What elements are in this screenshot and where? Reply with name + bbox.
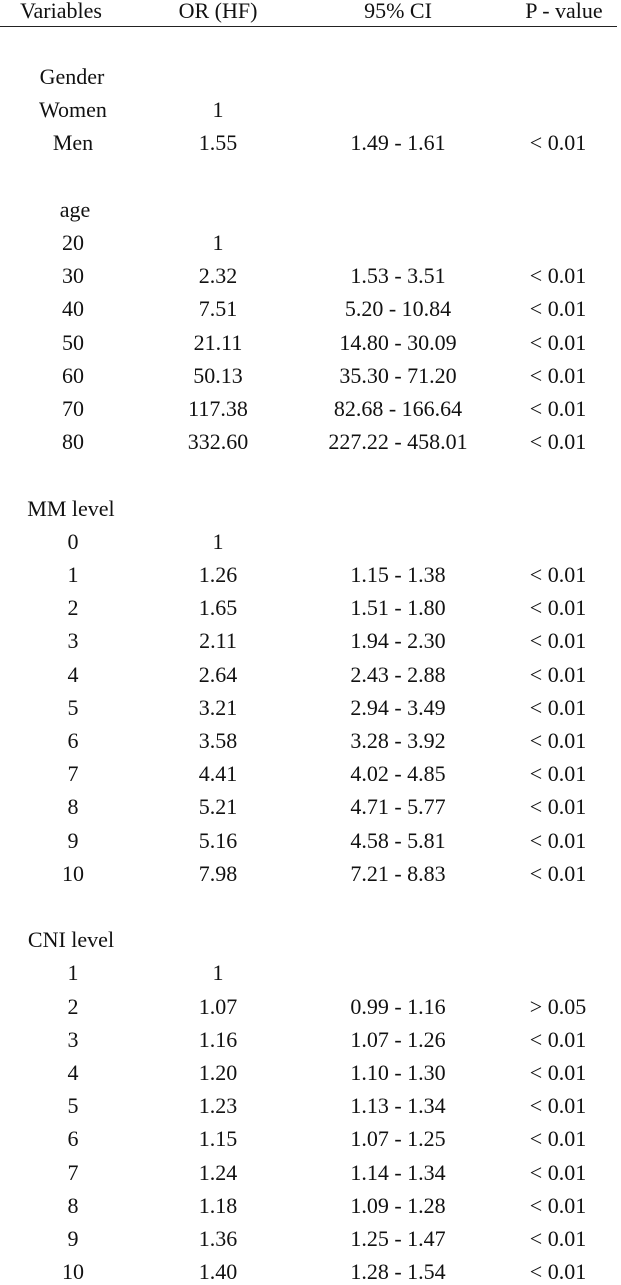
row-odds-ratio: 2.32	[198, 263, 238, 289]
row-p-value: < 0.01	[529, 661, 587, 687]
row-confidence-interval: 4.71 - 5.77	[350, 794, 446, 820]
row-odds-ratio: 4.41	[198, 761, 238, 787]
header-divider	[0, 26, 617, 27]
row-confidence-interval: 1.07 - 1.25	[350, 1126, 446, 1152]
row-odds-ratio: 1.65	[198, 595, 238, 621]
row-confidence-interval: 1.49 - 1.61	[350, 130, 446, 156]
row-confidence-interval: 1.09 - 1.28	[350, 1192, 446, 1218]
row-p-value: < 0.01	[529, 362, 587, 388]
row-confidence-interval	[298, 960, 498, 986]
row-odds-ratio: 1.40	[198, 1259, 238, 1285]
row-confidence-interval: 1.51 - 1.80	[350, 595, 446, 621]
row-odds-ratio: 1.55	[198, 130, 238, 156]
row-confidence-interval: 3.28 - 3.92	[350, 728, 446, 753]
row-confidence-interval: 4.58 - 5.81	[350, 827, 446, 853]
row-p-value: < 0.01	[529, 296, 587, 322]
row-confidence-interval: 1.94 - 2.30	[350, 628, 446, 654]
row-variable: 8	[67, 1192, 79, 1218]
row-p-value: < 0.01	[529, 1226, 587, 1251]
row-variable: 9	[67, 827, 79, 853]
row-variable: 8	[67, 794, 79, 820]
row-confidence-interval	[298, 230, 498, 256]
row-variable: 6	[67, 728, 79, 753]
row-variable: 5	[67, 694, 79, 720]
row-p-value: < 0.01	[529, 1026, 587, 1052]
row-confidence-interval: 1.07 - 1.26	[350, 1026, 446, 1052]
row-p-value: < 0.01	[529, 1192, 587, 1218]
row-confidence-interval: 1.13 - 1.34	[350, 1093, 446, 1119]
row-odds-ratio: 1.24	[198, 1159, 238, 1185]
row-variable: 2	[67, 993, 79, 1019]
group-title: CNI level	[27, 927, 115, 953]
row-confidence-interval: 1.25 - 1.47	[350, 1226, 446, 1251]
row-confidence-interval: 82.68 - 166.64	[333, 396, 463, 421]
row-p-value: < 0.01	[529, 429, 587, 455]
row-odds-ratio: 1	[212, 230, 224, 255]
row-confidence-interval: 1.53 - 3.51	[350, 263, 446, 289]
row-variable: 30	[62, 263, 84, 289]
row-variable: 2	[67, 595, 79, 621]
row-odds-ratio: 1	[212, 528, 224, 554]
row-variable: Women	[39, 97, 107, 123]
row-confidence-interval: 2.43 - 2.88	[350, 661, 446, 687]
row-confidence-interval: 2.94 - 3.49	[350, 694, 446, 720]
row-odds-ratio: 2.11	[199, 628, 237, 654]
row-confidence-interval: 0.99 - 1.16	[350, 993, 446, 1019]
row-confidence-interval: 4.02 - 4.85	[350, 761, 446, 787]
row-variable: 9	[67, 1226, 79, 1251]
row-odds-ratio: 1	[212, 97, 224, 123]
row-variable: 7	[67, 761, 79, 787]
row-p-value: < 0.01	[529, 628, 587, 654]
header-p-value: P - value	[525, 0, 603, 23]
row-p-value: < 0.01	[529, 329, 587, 355]
group-title: MM level	[27, 495, 115, 521]
row-p-value: < 0.01	[529, 761, 587, 787]
row-p-value: < 0.01	[529, 827, 587, 853]
row-p-value: < 0.01	[529, 130, 587, 156]
row-odds-ratio: 3.21	[198, 694, 238, 720]
row-p-value	[508, 960, 608, 986]
row-confidence-interval: 227.22 - 458.01	[328, 429, 468, 455]
row-variable: 7	[67, 1159, 79, 1185]
row-p-value	[508, 529, 608, 555]
row-p-value: < 0.01	[529, 860, 587, 886]
row-variable: 3	[67, 1026, 79, 1052]
row-variable: 20	[62, 230, 84, 255]
row-odds-ratio: 117.38	[188, 396, 248, 421]
group-title: age	[59, 196, 91, 222]
row-variable: 40	[62, 296, 84, 322]
row-confidence-interval: 5.20 - 10.84	[344, 296, 452, 322]
row-confidence-interval: 1.28 - 1.54	[350, 1259, 446, 1285]
row-confidence-interval: 7.21 - 8.83	[350, 860, 446, 886]
row-p-value: < 0.01	[529, 794, 587, 820]
row-p-value	[508, 230, 608, 256]
row-odds-ratio: 332.60	[187, 429, 249, 455]
row-variable: 3	[67, 628, 79, 654]
row-variable: 80	[62, 429, 84, 455]
row-confidence-interval	[298, 529, 498, 555]
row-odds-ratio: 1	[212, 960, 224, 986]
row-variable: 1	[67, 562, 79, 587]
row-variable: 50	[62, 329, 84, 355]
row-p-value: > 0.05	[529, 993, 587, 1019]
row-odds-ratio: 5.21	[198, 794, 238, 820]
row-variable: 10	[62, 1259, 84, 1285]
row-odds-ratio: 7.51	[198, 296, 238, 322]
row-odds-ratio: 50.13	[193, 362, 243, 388]
row-variable: 70	[62, 396, 84, 421]
row-variable: 10	[62, 860, 84, 886]
header-variables: Variables	[20, 0, 102, 23]
row-confidence-interval: 1.14 - 1.34	[350, 1159, 446, 1185]
row-confidence-interval	[298, 97, 498, 123]
row-p-value: < 0.01	[529, 1126, 587, 1152]
row-odds-ratio: 1.07	[198, 993, 238, 1019]
row-variable: Men	[52, 130, 94, 156]
row-p-value: < 0.01	[529, 694, 587, 720]
row-odds-ratio: 1.20	[198, 1060, 238, 1085]
row-p-value: < 0.01	[529, 1060, 587, 1085]
row-confidence-interval: 14.80 - 30.09	[339, 329, 457, 355]
row-odds-ratio: 2.64	[198, 661, 238, 687]
row-variable: 4	[67, 661, 79, 687]
row-odds-ratio: 1.26	[198, 562, 238, 587]
table-header	[0, 0, 621, 25]
row-p-value: < 0.01	[529, 1159, 587, 1185]
row-variable: 6	[67, 1126, 79, 1152]
row-p-value: < 0.01	[529, 595, 587, 621]
header-odds-ratio: OR (HF)	[178, 0, 258, 23]
group-title: Gender	[39, 64, 105, 89]
row-odds-ratio: 1.18	[198, 1192, 238, 1218]
header-confidence-interval: 95% CI	[364, 0, 432, 23]
row-odds-ratio: 1.16	[198, 1026, 238, 1052]
row-p-value: < 0.01	[529, 728, 587, 753]
row-confidence-interval: 1.10 - 1.30	[350, 1060, 446, 1085]
row-variable: 0	[67, 528, 79, 554]
row-variable: 5	[67, 1093, 79, 1119]
row-odds-ratio: 3.58	[198, 728, 238, 753]
row-odds-ratio: 1.36	[198, 1226, 238, 1251]
row-variable: 60	[62, 362, 84, 388]
row-odds-ratio: 1.15	[198, 1126, 238, 1152]
row-odds-ratio: 1.23	[198, 1093, 238, 1119]
row-odds-ratio: 7.98	[198, 860, 238, 886]
row-p-value	[508, 97, 608, 123]
row-p-value: < 0.01	[529, 263, 587, 289]
row-p-value: < 0.01	[529, 396, 587, 421]
row-confidence-interval: 1.15 - 1.38	[350, 562, 446, 587]
row-odds-ratio: 5.16	[198, 827, 238, 853]
row-confidence-interval: 35.30 - 71.20	[339, 362, 457, 388]
row-variable: 4	[67, 1060, 79, 1085]
row-p-value: < 0.01	[529, 1259, 587, 1285]
row-variable: 1	[67, 960, 79, 986]
row-p-value: < 0.01	[529, 1093, 587, 1119]
row-odds-ratio: 21.11	[193, 329, 243, 355]
row-p-value: < 0.01	[529, 562, 587, 587]
